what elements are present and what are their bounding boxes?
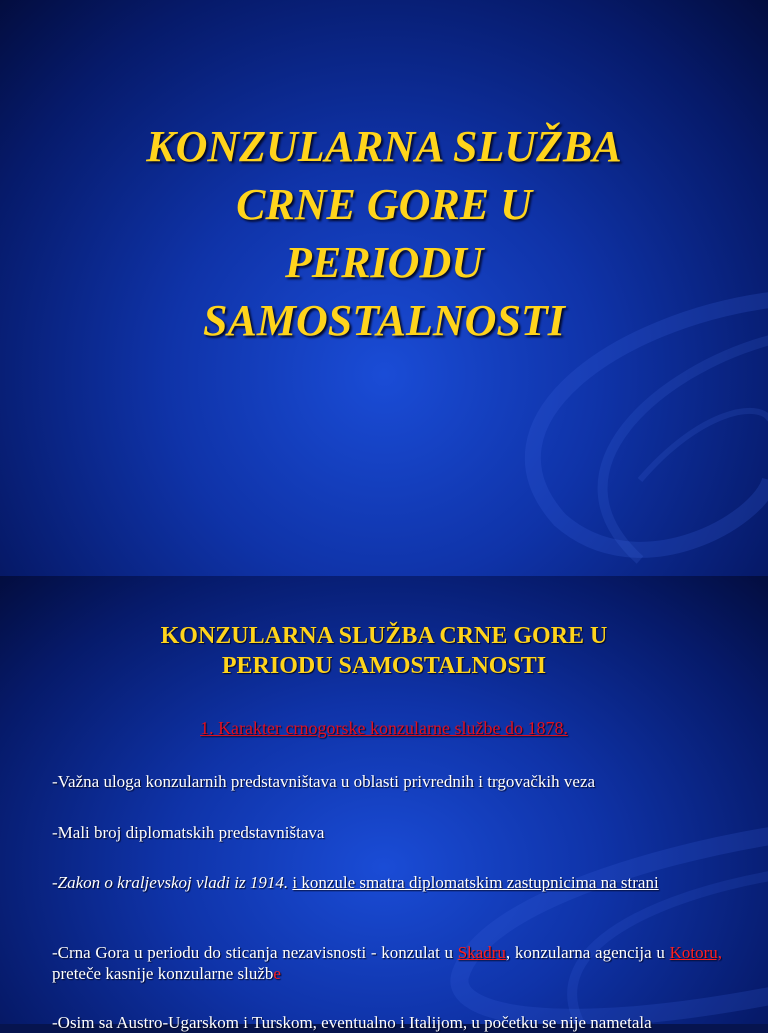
bullet-item	[52, 872, 722, 893]
title-line: SAMOSTALNOSTI	[203, 296, 565, 345]
title-line: PERIODU	[284, 238, 484, 287]
bullet-item: -Mali broj diplomatskih predstavništava	[52, 823, 325, 842]
bullet-text: , konzularna agencija u	[505, 943, 670, 962]
bullet-item: -Osim sa Austro-Ugarskom i Turskom, eventualno i Italijom, u početku se nije nametala	[52, 1013, 652, 1032]
section-heading: 1. Karakter crnogorske konzularne službe do 1878.	[200, 718, 568, 738]
title-line: KONZULARNA SLUŽBA CRNE GORE U	[160, 623, 608, 649]
place-name-skadar: Skadru	[457, 943, 506, 962]
bullet-item: -Važna uloga konzularnih predstavništava u oblasti privrednih i trgovačkih veza	[52, 772, 596, 791]
title-line: KONZULARNA SLUŽBA	[146, 122, 622, 171]
slide-title	[90, 118, 678, 350]
bullet-text: preteče kasnije konzularne služb	[52, 964, 274, 983]
bullet-ending: e	[273, 964, 281, 983]
bullet-dash: -	[52, 873, 58, 892]
underlined-statement: i konzule smatra diplomatskim zastupnicima na strani	[292, 873, 659, 892]
place-name-kotor: Kotoru,	[669, 943, 722, 962]
bullet-text: -Crna Gora u periodu do sticanja nezavisnosti - konzulat u	[52, 943, 458, 962]
title-line: PERIODU SAMOSTALNOSTI	[221, 653, 547, 679]
law-reference: Zakon o kraljevskoj vladi iz 1914.	[57, 873, 289, 892]
content-slide-title	[100, 621, 668, 681]
title-line: CRNE GORE U	[236, 180, 532, 229]
bullet-item	[52, 942, 722, 984]
